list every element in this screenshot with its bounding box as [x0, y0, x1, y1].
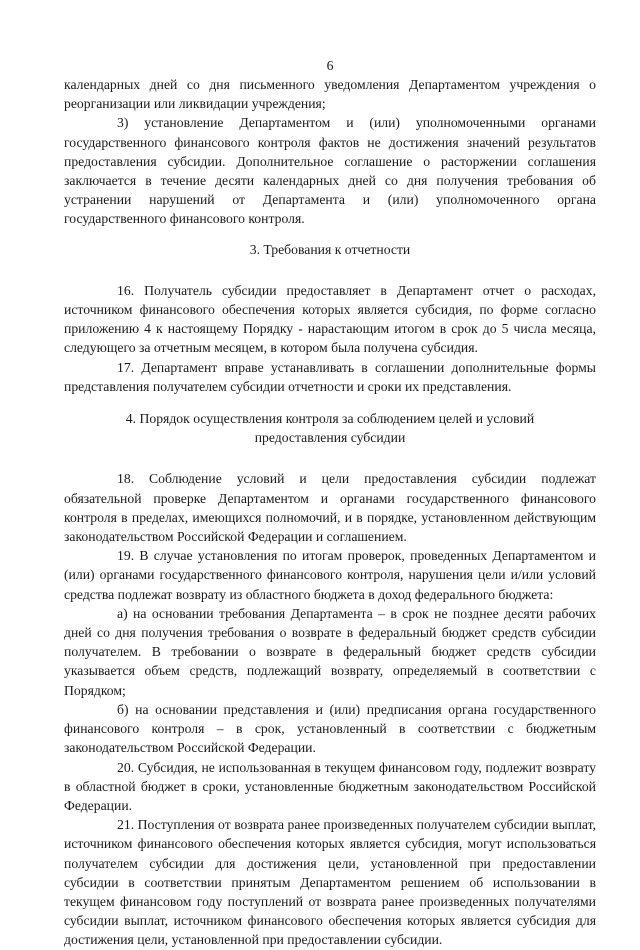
paragraph-17: 17. Департамент вправе устанавливать в соглашении дополнительные формы представления получателем субсидии отчетности и сроки их представления.: [64, 359, 596, 394]
paragraph-16: 16. Получатель субсидии предоставляет в Департамент отчет о расходах, источником финансового обеспечения которых является субсидия, по форме согласно приложению 4 к настоящему Порядку - нарастающим итогом в срок до 5 числа месяца, следующего за отчетным месяцем, в котором была получена субсидия.: [64, 282, 596, 356]
paragraph-item-3: 3) установление Департаментом и (или) уполномоченными органами государственного финансового контроля фактов не достижения значений результатов предоставления субсидии. Дополнительное соглашение о расторжении соглашения заключается в течение десяти календарных дней со дня получения требования об устранении нарушений от Департамента и (или) уполномоченного органа государственного финансового контроля.: [64, 115, 596, 227]
paragraph-19a: а) на основании требования Департамента – в срок не позднее десяти рабочих дней со дня получения требования о возврате в федеральный бюджет средств субсидии получателем. В требовании о возврате в федеральный бюджет средств субсидии указывается объем средств, подлежащий возврату, определяемый в соответствии с Порядком;: [64, 605, 596, 698]
section-4-heading: [64, 409, 596, 447]
paragraph-18: 18. Соблюдение условий и цели предоставления субсидии подлежат обязательной проверке Департаментом и органами государственного финансового контроля в пределах, имеющихся полномочий, и в порядке, установленном действующим законодательством Российской Федерации и соглашением.: [64, 471, 596, 545]
paragraph-20: 20. Субсидия, не использованная в текущем финансовом году, подлежит возврату в областной бюджет в сроки, установленные бюджетным законодательством Российской Федерации.: [64, 759, 596, 813]
paragraph-19: 19. В случае установления по итогам проверок, проведенных Департаментом и (или) органами государственного финансового контроля, нарушения цели и/или условий средства подлежат возврату из областного бюджета в доход федерального бюджета:: [64, 548, 596, 602]
section-4-heading-line-2: предоставления субсидии: [254, 430, 406, 446]
document-body: [64, 75, 596, 950]
page-number: 6: [326, 58, 334, 73]
paragraph-continuation: календарных дней со дня письменного уведомления Департаментом учреждения о реорганизации или ликвидации учреждения;: [64, 77, 596, 112]
section-3-heading: 3. Требования к отчетности: [249, 241, 411, 257]
paragraph-21: 21. Поступления от возврата ранее произведенных получателем субсидии выплат, источником финансового обеспечения которых является субсидия, могут использоваться получателем субсидии для достижения цели, установленной при предоставлении субсидии в соответствии принятым Департаментом решением об использовании в текущем финансовом году поступлений от возврата ранее произведенных получателями субсидии выплат, источником финансового обеспечения которых является субсидия для достижения цели, установленной при предоставлении субсидии.: [64, 817, 596, 948]
section-4-heading-line-1: 4. Порядок осуществления контроля за соблюдением целей и условий: [125, 411, 535, 427]
paragraph-19b: б) на основании представления и (или) предписания органа государственного финансового контроля – в срок, установленный в соответствии с бюджетным законодательством Российской Федерации.: [64, 701, 596, 756]
